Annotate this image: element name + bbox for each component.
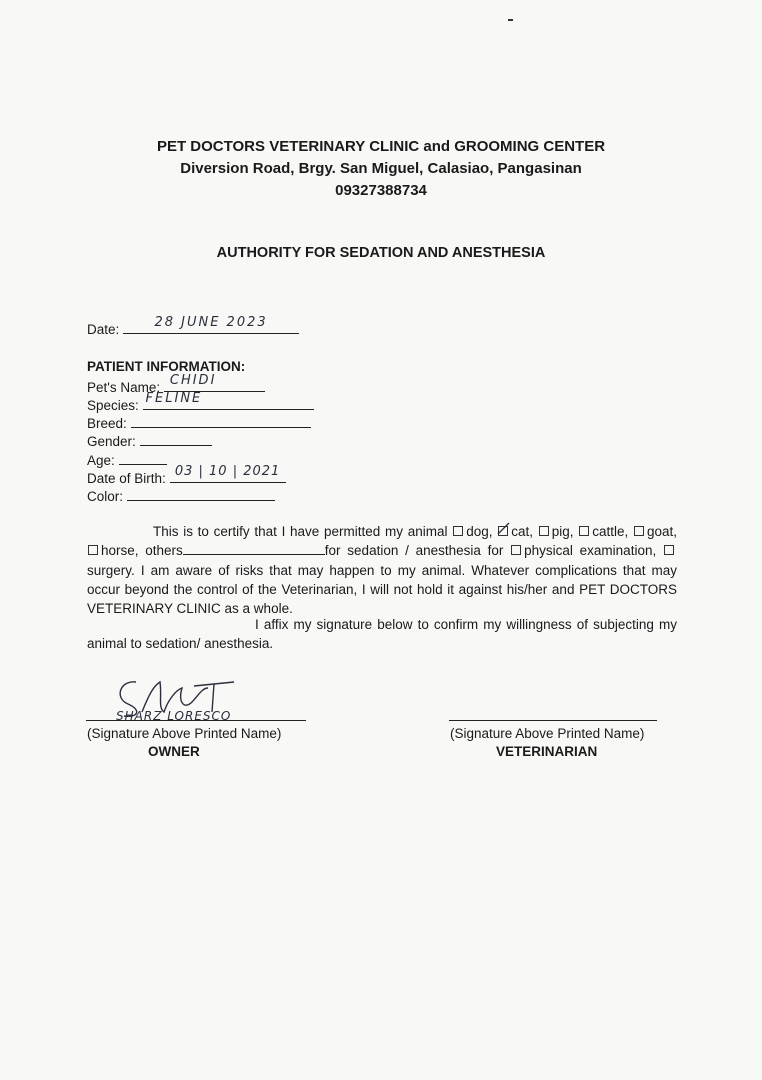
affirmation-paragraph: I affix my signature below to confirm my willingness of subjecting my animal to sedation/ anesthesia.	[87, 617, 677, 652]
document-title: AUTHORITY FOR SEDATION AND ANESTHESIA	[216, 245, 546, 261]
species-field[interactable]	[143, 391, 314, 410]
scan-mark	[508, 19, 513, 21]
pet-name-value: CHIDI	[169, 373, 217, 388]
date-value: 28 JUNE 2023	[154, 315, 268, 330]
breed-label: Breed:	[87, 416, 127, 431]
clinic-name: PET DOCTORS VETERINARY CLINIC and GROOMING CENTER	[156, 138, 606, 155]
cat-checkbox[interactable]	[498, 526, 508, 536]
age-field[interactable]	[119, 449, 167, 465]
color-field[interactable]	[127, 485, 275, 501]
color-row	[87, 485, 275, 506]
physical-exam-checkbox[interactable]	[511, 545, 521, 555]
gender-label: Gender:	[87, 434, 136, 449]
owner-printed-name: SHARZ LORESCO	[116, 709, 232, 723]
horse-checkbox[interactable]	[88, 545, 98, 555]
cattle-checkbox[interactable]	[579, 526, 589, 536]
others-field[interactable]	[183, 541, 325, 555]
dob-field[interactable]	[170, 464, 286, 483]
species-value: FELINE	[145, 391, 203, 406]
pig-checkbox[interactable]	[539, 526, 549, 536]
breed-field[interactable]	[131, 412, 311, 428]
dog-checkbox[interactable]	[453, 526, 463, 536]
owner-signature-caption: (Signature Above Printed Name)	[87, 726, 282, 741]
clinic-phone: 09327388734	[335, 182, 427, 199]
date-row	[87, 315, 299, 339]
owner-role: OWNER	[148, 744, 200, 759]
gender-row	[87, 430, 212, 451]
species-label: Species:	[87, 398, 139, 413]
owner-signature-line[interactable]	[86, 719, 306, 721]
date-field[interactable]	[123, 315, 299, 334]
gender-field[interactable]	[140, 430, 212, 446]
vet-role: VETERINARIAN	[496, 744, 598, 759]
dob-value: 03 | 10 | 2021	[174, 464, 281, 479]
vet-signature-caption: (Signature Above Printed Name)	[450, 726, 645, 741]
age-label: Age:	[87, 453, 115, 468]
checkmark-icon	[496, 522, 510, 536]
consent-paragraph: This is to certify that I have permitted my animal dog, cat, pig, cattle, goat, horse, others for sedation / anesthesia for physical examination, surgery. I am aware of risks that may happen to my animal. Whatever complications that may occur beyond the control of the Veterinarian, I will not hold it against his/her and PET DOCTORS VETERINARY CLINIC as a whole.	[87, 524, 677, 617]
date-label: Date:	[87, 322, 120, 337]
surgery-checkbox[interactable]	[664, 545, 674, 555]
clinic-address: Diversion Road, Brgy. San Miguel, Calasiao, Pangasinan	[180, 160, 582, 177]
owner-signature	[98, 672, 258, 724]
pet-name-label: Pet's Name:	[87, 380, 161, 395]
color-label: Color:	[87, 489, 124, 504]
vet-signature-line[interactable]	[449, 719, 657, 721]
dob-label: Date of Birth:	[87, 471, 166, 486]
patient-info-heading: PATIENT INFORMATION:	[87, 359, 246, 374]
goat-checkbox[interactable]	[634, 526, 644, 536]
